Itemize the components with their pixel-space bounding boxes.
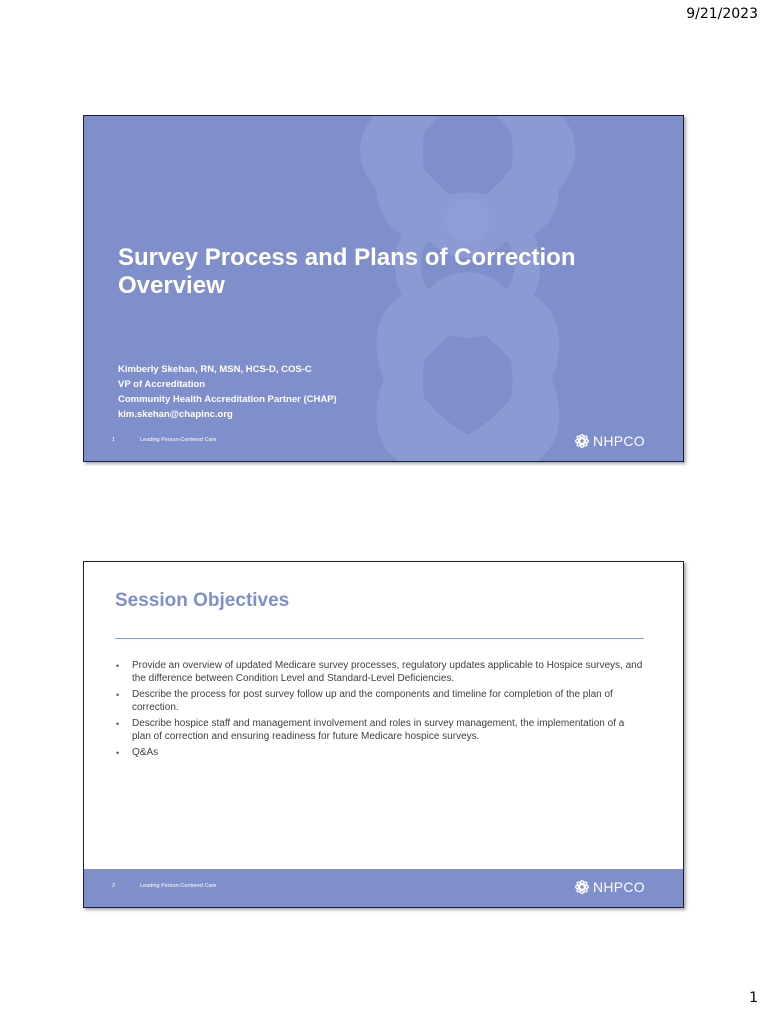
objective-text: Describe the process for post survey follow up and the components and timeline for completion of the plan of correction. (132, 689, 613, 713)
nhpco-flower-icon (574, 879, 590, 895)
title-line-2: Overview (118, 272, 225, 299)
slide-1-title (118, 244, 638, 300)
list-item (115, 718, 643, 743)
objective-text: Provide an overview of updated Medicare survey processes, regulatory updates applicable to Hospice surveys, and the difference between Condition Level and Standard-Level Deficiencies. (132, 660, 643, 684)
objective-text: Q&As (132, 747, 159, 758)
bullet-icon: • (116, 690, 120, 700)
presenter-name: Kimberly Skehan, RN, MSN, HCS-D, COS-C (118, 364, 312, 375)
slide-number: 1 (112, 437, 116, 443)
bullet-icon: • (116, 748, 120, 758)
slide-number: 2 (112, 883, 116, 889)
logo-text: NHPCO (592, 433, 645, 449)
page-number: 1 (749, 990, 758, 1006)
slide-2-title: Session Objectives (115, 590, 290, 611)
slide-2 (83, 561, 684, 908)
bullet-icon: • (116, 719, 120, 729)
slide-2-footer (84, 869, 683, 907)
presenter-organization: Community Health Accreditation Partner (CHAP) (118, 394, 337, 405)
objectives-list (115, 660, 643, 764)
title-line-1: Survey Process and Plans of Correction (118, 244, 576, 271)
presenter-role: VP of Accreditation (118, 379, 206, 390)
nhpco-logo (574, 433, 645, 449)
nhpco-flower-icon (574, 433, 590, 449)
presenter-email: kim.skehan@chapinc.org (118, 409, 233, 420)
nhpco-logo (574, 879, 645, 895)
footer-tagline: Leading Person-Centered Care (140, 883, 217, 889)
slide-1-footer (84, 423, 683, 461)
list-item (115, 689, 643, 714)
presenter-info (118, 362, 337, 422)
list-item (115, 747, 643, 760)
objective-text: Describe hospice staff and management involvement and roles in survey management, the implementation of a plan of correction and ensuring readiness for future Medicare hospice surveys. (132, 718, 625, 742)
logo-text: NHPCO (592, 879, 645, 895)
bullet-icon: • (116, 661, 120, 671)
list-item (115, 660, 643, 685)
footer-tagline: Leading Person-Centered Care (140, 437, 217, 443)
title-divider (115, 638, 644, 639)
page-date: 9/21/2023 (686, 6, 758, 22)
slide-1 (83, 115, 684, 462)
